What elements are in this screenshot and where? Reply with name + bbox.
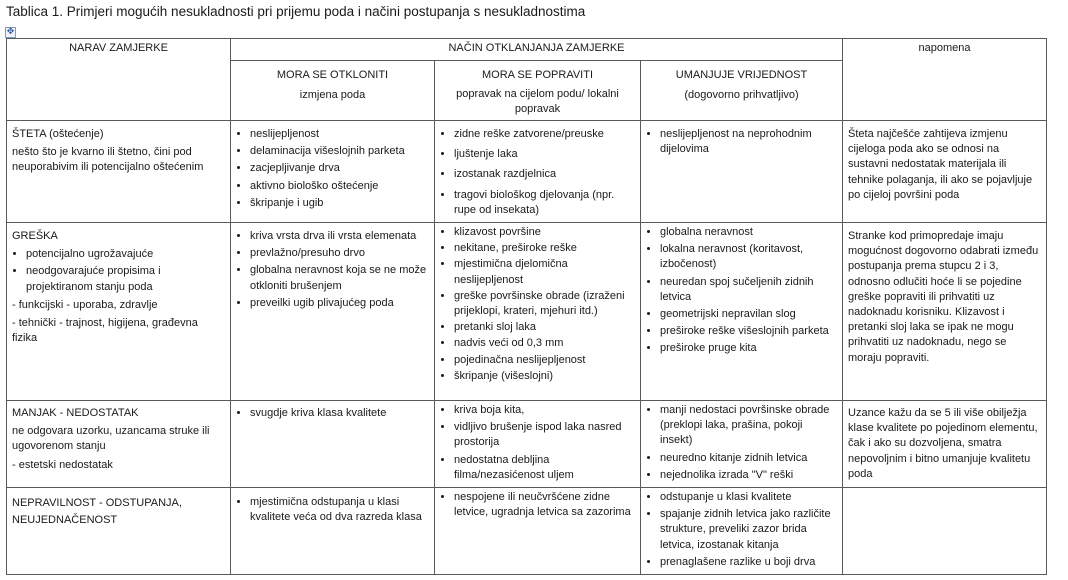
list-item: • aktivno biološko oštećenje [250,179,429,194]
row2-umanjuje [641,223,843,401]
row3-popraviti [435,401,641,488]
row1-narav [7,121,231,223]
list-item: • preveilki ugib plivajućeg poda [250,296,429,311]
row4-umanjuje [641,488,843,575]
list-item: • delaminacija višeslojnih parketa [250,144,429,159]
list-item: • neodgovarajuće propisima i projektiranom stanju poda [26,264,225,294]
list-item: • globalna neravnost koja se ne može otkloniti brušenjem [250,263,429,293]
row3-narav-line: - estetski nedostatak [12,458,113,471]
row2-narav-title: GREŠKA [12,230,58,243]
row4-otkloniti [231,488,435,575]
row3-narav-title: MANJAK - NEDOSTATAK [12,407,139,420]
list-item: • kriva vrsta drva ili vrsta elemenata [250,229,429,244]
row4-narav [7,488,231,575]
header-popraviti [435,61,641,121]
row4-popraviti [435,488,641,575]
header-popraviti-sub: popravak na cijelom podu/ lokalni popravak [456,88,619,116]
table-caption: Tablica 1. Primjeri mogućih nesukladnosti pri prijemu poda i načini postupanja s nesukladnostima [6,4,586,19]
list-item: • neslijepljenost na neprohodnim dijelovima [660,127,837,157]
list-item: • kriva boja kita, [454,403,635,418]
header-otkloniti-title: MORA SE OTKLONITI [276,69,389,81]
list-item: • nadvis veći od 0,3 mm [454,336,635,351]
list-item: • preširoke pruge kita [660,341,837,356]
list-item: • globalna neravnost [660,225,837,240]
table-move-handle-icon[interactable]: ✥ [6,27,15,37]
list-item: • odstupanje u klasi kvalitete [660,490,837,505]
row1-napomena: Šteta najčešće zahtijeva izmjenu cijeloga poda ako se odnosi na sustavni nedostatak materijala ili tehnike polaganja, ili ako se pojavljuje po cijeloj površini poda [843,121,1047,223]
row3-otkloniti [231,401,435,488]
header-popraviti-title: MORA SE POPRAVITI [481,69,594,81]
list-item: • lokalna neravnost (koritavost, izbočenost) [660,242,837,272]
row3-napomena: Uzance kažu da se 5 ili više obilježja klase kvalitete po pojedinom elementu, čak i ako su dozvoljena, smatra nepovoljnim i bitno umanjuje kvalitetu poda [843,401,1047,488]
row2-narav-line: - funkcijski - uporaba, zdravlje [12,298,158,311]
list-item: • greške površinske obrade (izraženi prijeklopi, krateri, mjehuri itd.) [454,289,635,319]
row2-popraviti [435,223,641,401]
row1-narav-desc: nešto što je kvarno ili štetno, čini pod neuporabivim ili potencijalno oštećenim [12,146,204,174]
table-row [7,488,1047,575]
list-item: • nekitane, preširoke reške [454,241,635,256]
table-row [7,223,1047,401]
list-item: • manji nedostaci površinske obrade (preklopi laka, prašina, pokoji insekt) [660,403,837,449]
row2-narav [7,223,231,401]
row1-umanjuje [641,121,843,223]
table-row [7,401,1047,488]
list-item: • nespojene ili neučvršćene zidne letvice, ugradnja letvica sa zazorima [454,490,635,520]
list-item: • prevlažno/presuho drvo [250,246,429,261]
header-umanjuje [641,61,843,121]
list-item: • neslijepljenost [250,127,429,142]
list-item: • klizavost površine [454,225,635,240]
list-item: • zacjepljivanje drva [250,161,429,176]
row2-otkloniti [231,223,435,401]
list-item: • mjestimična djelomična neslijepljenost [454,257,635,287]
list-item: • preširoke reške višeslojnih parketa [660,324,837,339]
list-item: • nejednolika izrada "V" reški [660,468,837,483]
list-item: • spajanje zidnih letvica jako različite strukture, preveliki zazor brida letvica, izostanak kitanja [660,507,837,553]
list-item: • nedostatna debljina filma/nezasićenost uljem [454,453,635,483]
list-item: • geometrijski nepravilan slog [660,307,837,322]
list-item: • neuredan spoj sučeljenih zidnih letvica [660,275,837,305]
row4-napomena [843,488,1047,575]
header-otkloniti [231,61,435,121]
list-item: • ljuštenje laka [454,147,635,162]
list-item: • zidne reške zatvorene/preuske [454,127,635,142]
list-item: • svugdje kriva klasa kvalitete [250,406,429,421]
row3-narav [7,401,231,488]
list-item: • potencijalno ugrožavajuće [26,247,225,262]
list-item: • mjestimična odstupanja u klasi kvalitete veća od dva razreda klasa [250,495,429,525]
list-item: • izostanak razdjelnica [454,167,635,182]
list-item: • prenaglašene razlike u boji drva [660,555,837,570]
header-narav: NARAV ZAMJERKE [7,39,231,121]
list-item: • vidljivo brušenje ispod laka nasred prostorija [454,420,635,450]
header-umanjuje-title: UMANJUJE VRIJEDNOST [675,69,808,81]
header-umanjuje-sub: (dogovorno prihvatljivo) [684,89,799,102]
row3-narav-desc: ne odgovara uzorku, uzancama struke ili ugovorenom stanju [12,425,210,453]
nonconformity-table [6,38,1047,575]
row1-narav-title: ŠTETA (oštećenje) [12,128,104,140]
list-item: • pretanki sloj laka [454,320,635,335]
list-item: • tragovi biološkog djelovanja (npr. rupe od insekata) [454,188,635,218]
header-nacin: NAČIN OTKLANJANJA ZAMJERKE [231,39,843,61]
table-row [7,121,1047,223]
list-item: • škripanje (višeslojni) [454,369,635,384]
row2-napomena: Stranke kod primopredaje imaju mogućnost dogovorno odabrati između postupanja prema stupcu 2 i 3, odnosno odlučiti hoće li se pojedine greške popraviti ili prihvatiti uz nadoknadu korisniku. Klizavost i pretanki sloj laka se ipak ne mogu prihvatiti uz nadoknadu, nego se moraju popraviti. [843,223,1047,401]
row1-popraviti [435,121,641,223]
header-napomena: napomena [843,39,1047,121]
row4-narav-title: NEPRAVILNOST - ODSTUPANJA, NEUJEDNAČENOST [12,497,182,527]
row1-otkloniti [231,121,435,223]
row2-narav-line: - tehnički - trajnost, higijena, građevna fizika [12,317,198,345]
header-otkloniti-sub: izmjena poda [299,89,366,102]
list-item: • neuredno kitanje zidnih letvica [660,451,837,466]
list-item: • pojedinačna neslijepljenost [454,353,635,368]
row3-umanjuje [641,401,843,488]
list-item: • škripanje i ugib [250,196,429,211]
